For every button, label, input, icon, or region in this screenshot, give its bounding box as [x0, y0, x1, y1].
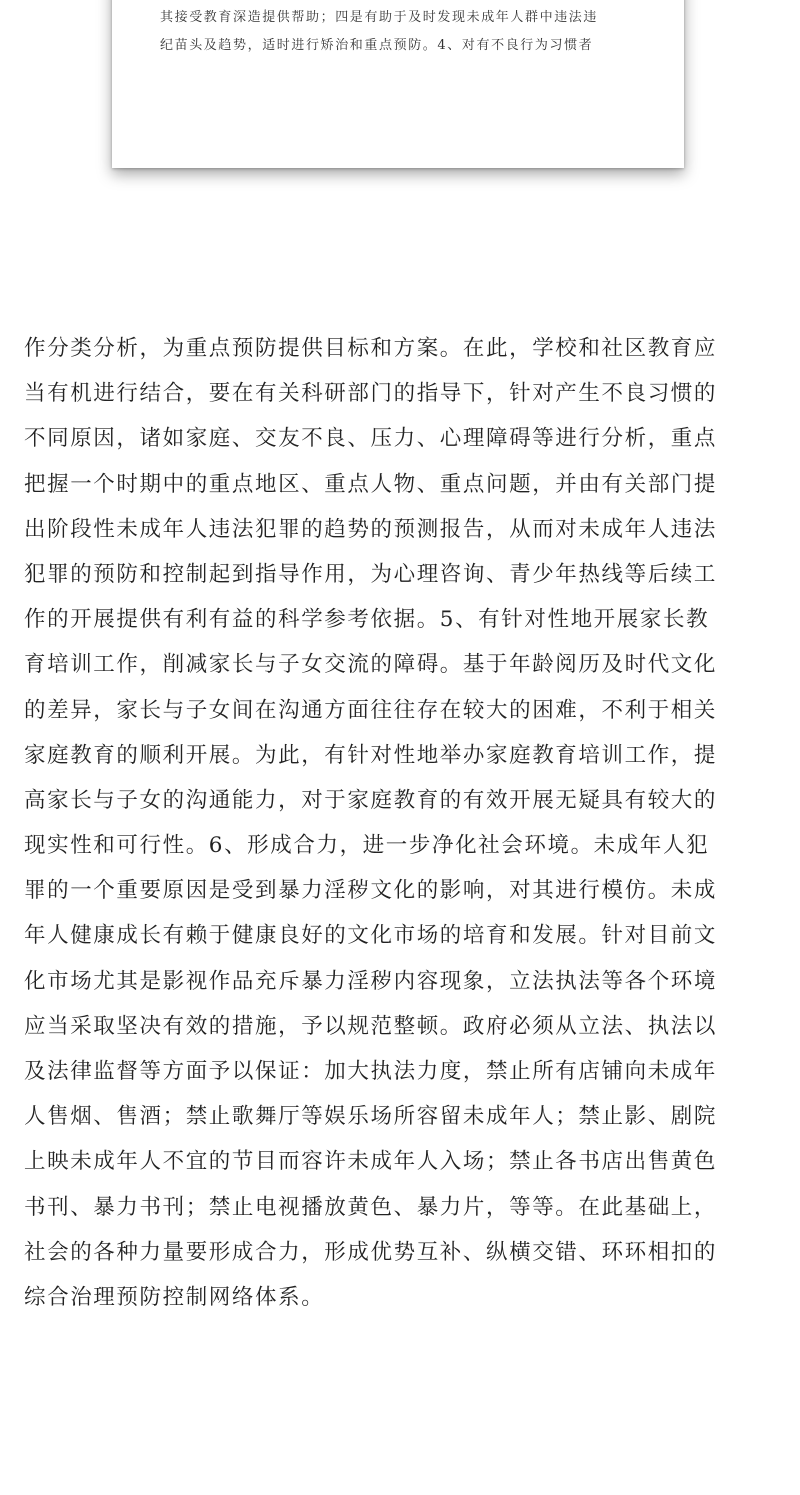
article-line: 当有机进行结合，要在有关科研部门的指导下，针对产生不良习惯的: [24, 381, 718, 407]
article-line: 家庭教育的顺利开展。为此，有针对性地举办家庭教育培训工作，提: [24, 742, 718, 768]
article-line: 上映未成年人不宜的节目而容许未成年人入场；禁止各书店出售黄色: [24, 1149, 718, 1175]
article-line: 罪的一个重要原因是受到暴力淫秽文化的影响，对其进行模仿。未成: [24, 878, 718, 904]
article-line: 化市场尤其是影视作品充斥暴力淫秽内容现象，立法执法等各个环境: [24, 968, 718, 994]
article-line: 出阶段性未成年人违法犯罪的趋势的预测报告，从而对未成年人违法: [24, 516, 718, 542]
preview-line: 其接受教育深造提供帮助；四是有助于及时发现未成年人群中违法违: [160, 10, 599, 25]
article-line: 作分类分析，为重点预防提供目标和方案。在此，学校和社区教育应: [24, 336, 718, 361]
article-line: 应当采取坚决有效的措施，予以规范整顿。政府必须从立法、执法以: [24, 1013, 718, 1039]
article-line: 人售烟、售酒；禁止歌舞厅等娱乐场所容留未成年人；禁止影、剧院: [24, 1104, 718, 1130]
article-line: 高家长与子女的沟通能力，对于家庭教育的有效开展无疑具有较大的: [24, 787, 718, 813]
article-line: 把握一个时期中的重点地区、重点人物、重点问题，并由有关部门提: [24, 471, 718, 497]
document-preview-card: [112, 0, 684, 168]
article-line: 及法律监督等方面予以保证：加大执法力度，禁止所有店铺向未成年: [24, 1059, 718, 1084]
article-line: 的差异，家长与子女间在沟通方面往往存在较大的困难，不利于相关: [24, 697, 718, 723]
article-body: [24, 326, 784, 1320]
article-line: 社会的各种力量要形成合力，形成优势互补、纵横交错、环环相扣的: [24, 1239, 718, 1265]
article-line: 年人健康成长有赖于健康良好的文化市场的培育和发展。针对目前文: [24, 923, 718, 949]
article-line: 书刊、暴力书刊；禁止电视播放黄色、暴力片，等等。在此基础上，: [24, 1194, 718, 1220]
article-line: 育培训工作，削减家长与子女交流的障碍。基于年龄阅历及时代文化: [24, 652, 718, 678]
article-line: 现实性和可行性。6、形成合力，进一步净化社会环境。未成年人犯: [24, 833, 710, 859]
article-line: 作的开展提供有利有益的科学参考依据。5、有针对性地开展家长教: [24, 607, 710, 633]
preview-line: 纪苗头及趋势，适时进行矫治和重点预防。4、对有不良行为习惯者: [160, 38, 594, 53]
article-line: 犯罪的预防和控制起到指导作用，为心理咨询、青少年热线等后续工: [24, 561, 718, 587]
document-preview-text: [160, 4, 640, 60]
article-line: 综合治理预防控制网络体系。: [24, 1284, 325, 1310]
article-line: 不同原因，诸如家庭、交友不良、压力、心理障碍等进行分析，重点: [24, 426, 718, 452]
